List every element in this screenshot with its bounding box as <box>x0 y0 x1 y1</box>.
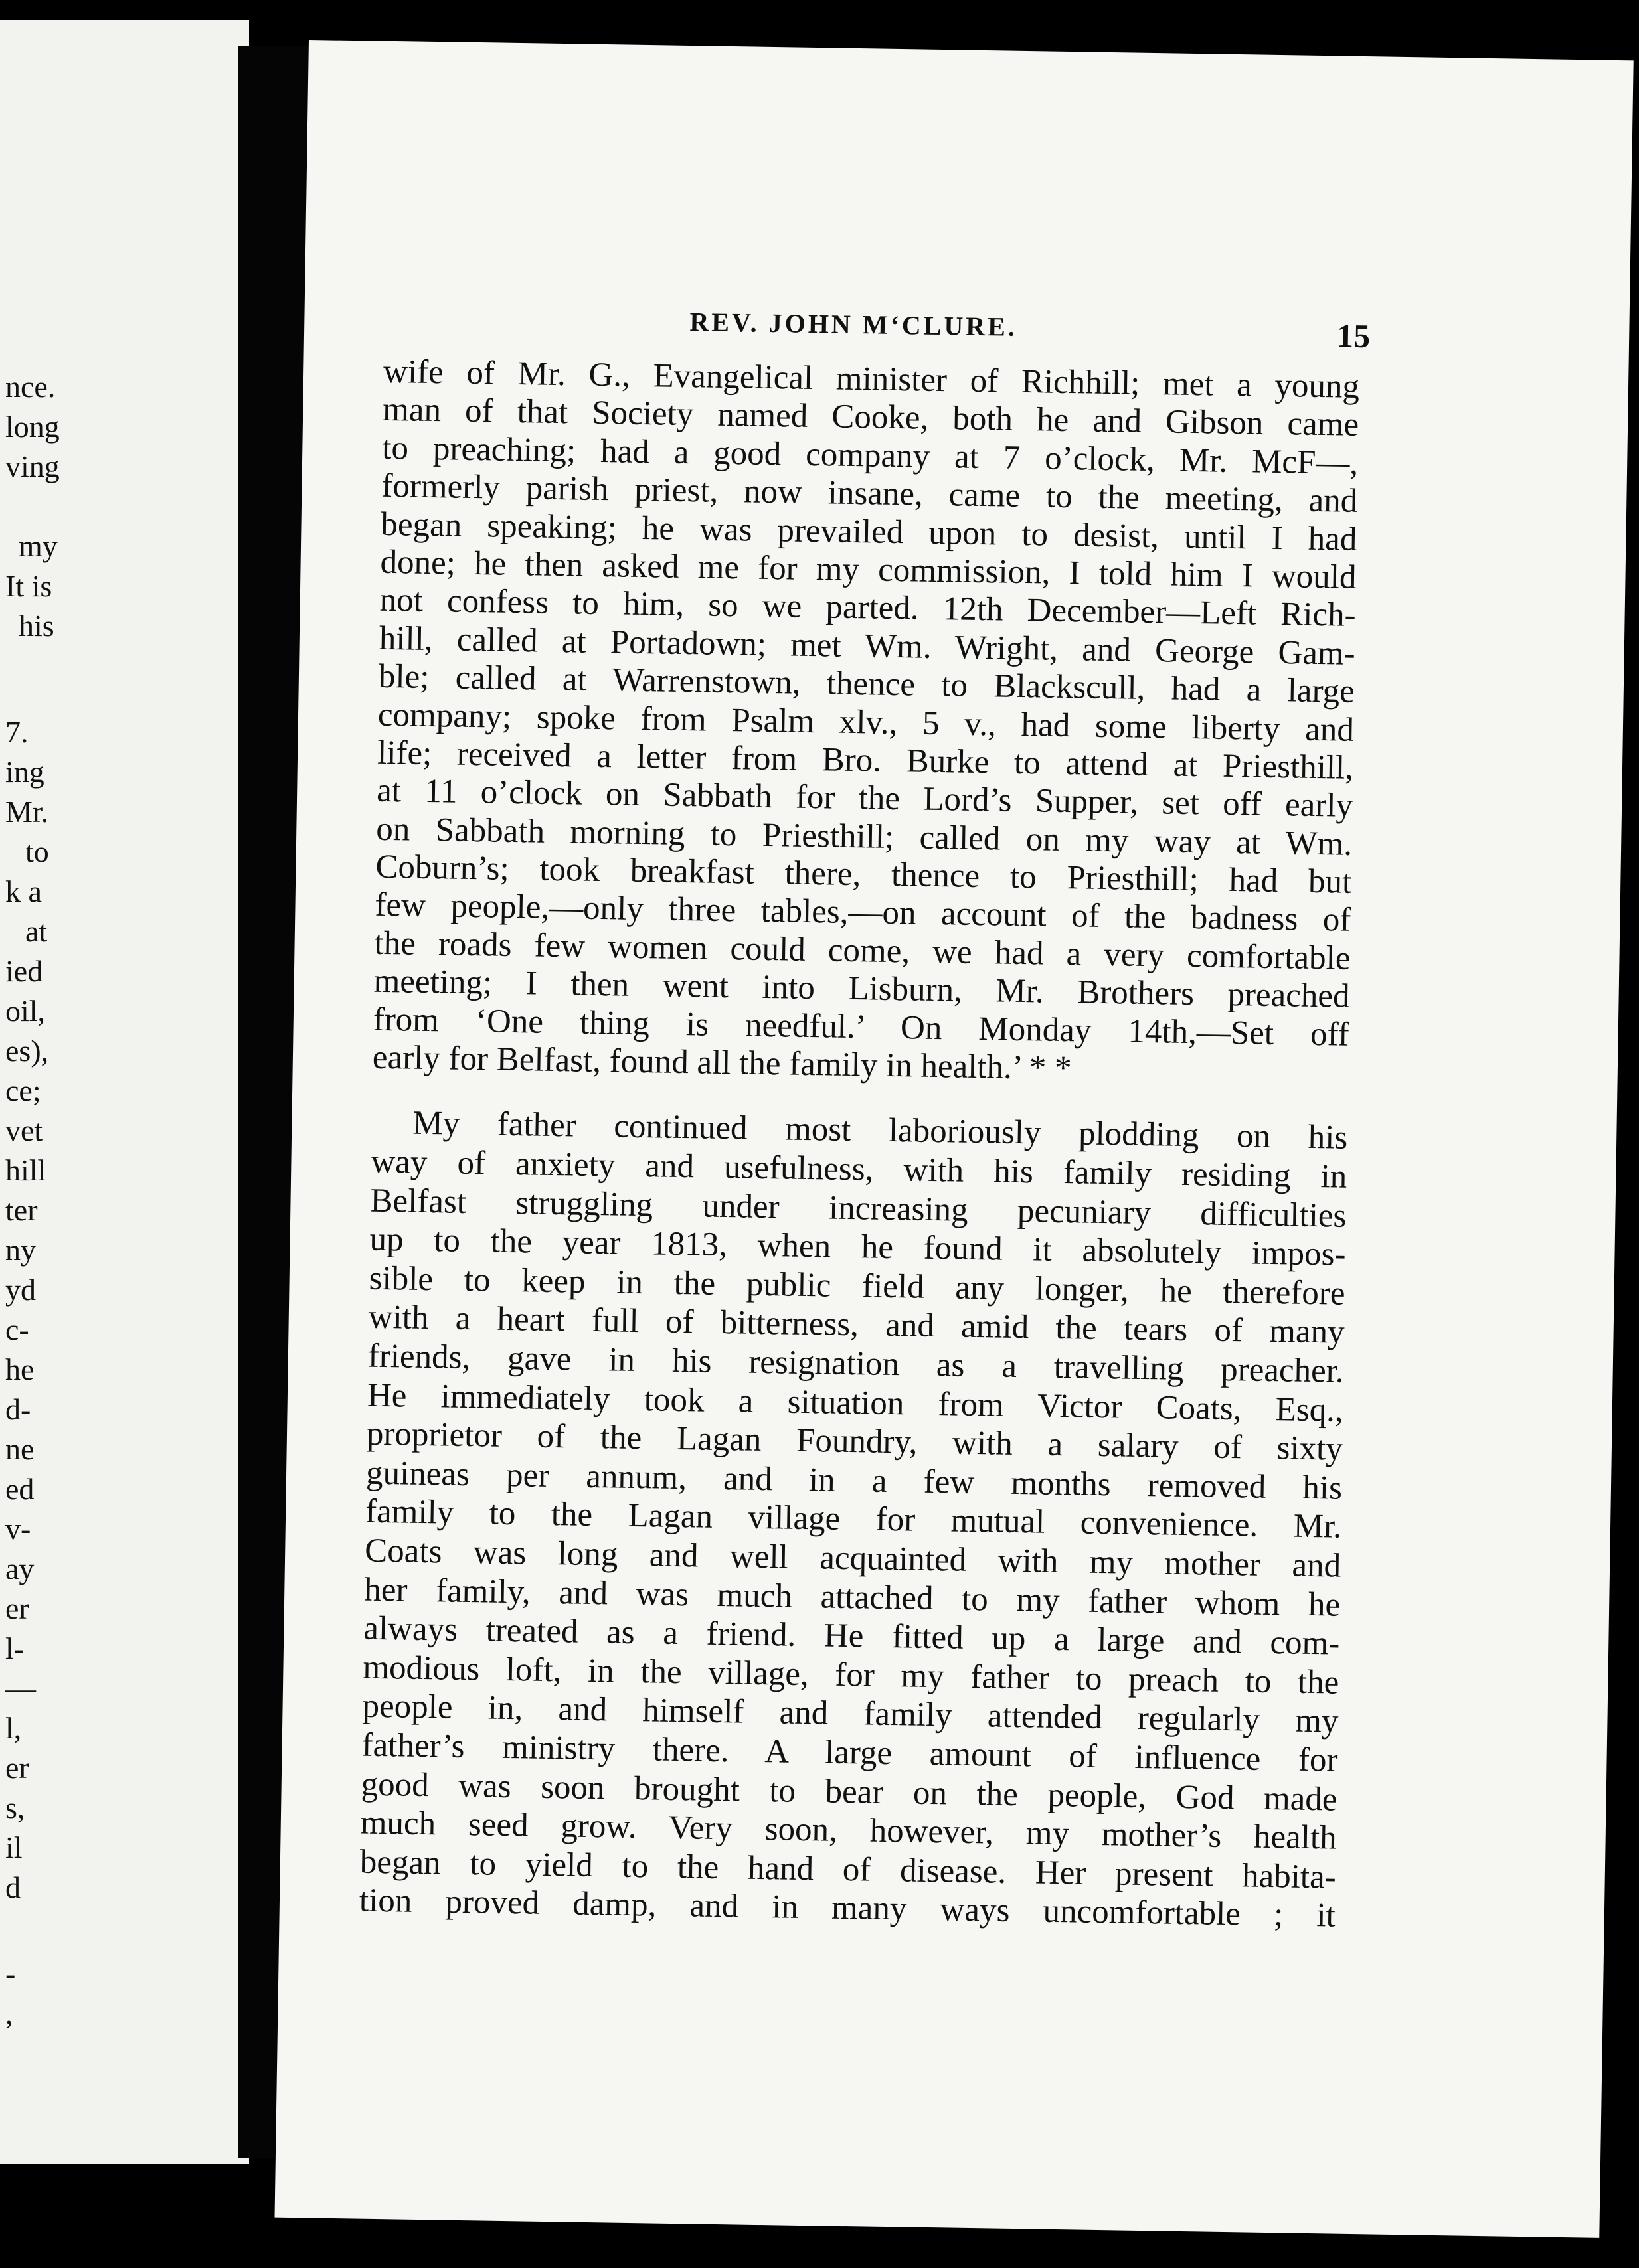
text-line: good was soon brought to bear on the people, God made <box>361 1765 1338 1819</box>
text-line: sible to keep in the public field any longer, he therefore <box>369 1259 1345 1313</box>
text-line: meeting; I then went into Lisburn, Mr. Brothers preached <box>373 962 1350 1016</box>
text-line: Belfast struggling under increasing pecuniary difficulties <box>370 1182 1347 1235</box>
text-line: from ‘One thing is needful.’ On Monday 14th,—Set off <box>373 1001 1350 1054</box>
text-line: friends, gave in his resignation as a travelling preacher. <box>367 1337 1345 1390</box>
facing-page-text-fragment: — <box>5 1671 36 1705</box>
text-line: few people,—only three tables,—on account of the badness of <box>375 886 1351 939</box>
facing-page-text-fragment: Mr. <box>5 795 49 829</box>
text-line: wife of Mr. G., Evangelical minister of Richhill; met a young <box>383 353 1360 406</box>
facing-page-text-fragment: v- <box>5 1512 31 1546</box>
facing-page-text-fragment: d <box>5 1870 21 1904</box>
text-line: people in, and himself and family attended regularly my <box>362 1687 1339 1740</box>
text-line: early for Belfast, found all the family in health.’ * * <box>372 1038 1072 1088</box>
facing-page-text-fragment: his <box>19 609 54 643</box>
facing-page-text-fragment: er <box>5 1751 29 1785</box>
facing-page-fragment <box>0 20 249 2164</box>
text-line: done; he then asked me for my commission, I told him I would <box>380 543 1357 596</box>
text-line: the roads few women could come, we had a very comfortable <box>374 924 1351 977</box>
facing-page-text-fragment: ce; <box>5 1074 41 1107</box>
text-line: tion proved damp, and in many ways uncomfortable ; it <box>359 1882 1336 1935</box>
text-line: to preaching; had a good company at 7 o’clock, Mr. McF—, <box>381 429 1359 482</box>
facing-page-text-fragment: c- <box>5 1313 29 1346</box>
running-head <box>304 300 1630 361</box>
text-line: always treated as a friend. He fitted up a large and com- <box>363 1609 1340 1662</box>
text-line: up to the year 1813, when he found it absolutely impos- <box>369 1220 1346 1273</box>
facing-page-text-fragment: at <box>25 914 48 948</box>
facing-page-text-fragment: ing <box>5 755 44 789</box>
text-line: My father continued most laboriously plodding on his <box>412 1105 1348 1157</box>
facing-page-text-fragment: ied <box>5 954 43 988</box>
facing-page-text-fragment: ed <box>5 1472 35 1506</box>
text-line: formerly parish priest, now insane, came to the meeting, and <box>381 467 1358 521</box>
text-line: modious loft, in the village, for my father to preach to the <box>363 1649 1339 1702</box>
facing-page-text-fragment: d- <box>5 1392 31 1426</box>
facing-page-text-fragment: ving <box>5 449 60 483</box>
facing-page-text-fragment: , <box>5 1996 13 2030</box>
text-line: much seed grow. Very soon, however, my mother’s health <box>360 1804 1337 1857</box>
facing-page-text-fragment: k a <box>5 874 42 908</box>
facing-page-text-fragment: ay <box>5 1552 35 1585</box>
text-line: at 11 o’clock on Sabbath for the Lord’s Supper, set off early <box>376 772 1353 825</box>
text-line: Coats was long and well acquainted with my mother and <box>364 1532 1341 1585</box>
paragraph <box>372 353 1359 1092</box>
facing-page-text-fragment: long <box>5 410 60 444</box>
text-line: family to the Lagan village for mutual convenience. Mr. <box>365 1493 1342 1546</box>
body-text <box>359 353 1360 1936</box>
facing-page-text-fragment: er <box>5 1591 29 1625</box>
facing-page-text-fragment: he <box>5 1352 35 1386</box>
text-line: began to yield to the hand of disease. Her present habita- <box>359 1843 1337 1896</box>
facing-page-text-fragment: oil, <box>5 994 46 1028</box>
text-line: guineas per annum, and in a few months removed his <box>365 1454 1343 1507</box>
running-title: REV. JOHN M‘CLURE. <box>689 307 1018 342</box>
text-line: hill, called at Portadown; met Wm. Wright, and George Gam- <box>379 619 1356 673</box>
page-number: 15 <box>1336 317 1371 355</box>
text-line: began speaking; he was prevailed upon to desist, until I had <box>381 505 1357 558</box>
facing-page-text-fragment: l, <box>5 1711 22 1745</box>
facing-page-text-fragment: hill <box>5 1153 46 1187</box>
facing-page-text-fragment: es), <box>5 1034 49 1068</box>
text-line: man of that Society named Cooke, both he and Gibson came <box>382 391 1359 444</box>
facing-page-text-fragment: l- <box>5 1631 25 1665</box>
text-line: her family, and was much attached to my father whom he <box>363 1571 1341 1624</box>
facing-page-text-fragment: to <box>25 835 49 868</box>
text-line: proprietor of the Lagan Foundry, with a salary of sixty <box>366 1415 1343 1468</box>
text-line: not confess to him, so we parted. 12th December—Left Rich- <box>379 582 1357 635</box>
facing-page-text-fragment: il <box>5 1830 23 1864</box>
facing-page-text-fragment: It is <box>5 569 52 603</box>
facing-page-text-fragment: yd <box>5 1273 36 1307</box>
text-line: ble; called at Warrenstown, thence to Blackscull, had a large <box>378 657 1355 710</box>
facing-page-text-fragment: ter <box>5 1193 38 1227</box>
facing-page-text-fragment: - <box>5 1957 16 1990</box>
book-page <box>274 40 1633 2238</box>
facing-page-text-fragment: ne <box>5 1432 35 1466</box>
text-line: way of anxiety and usefulness, with his family residing in <box>371 1143 1347 1196</box>
text-line: life; received a letter from Bro. Burke to attend at Priesthill, <box>377 734 1354 787</box>
text-line: Coburn’s; took breakfast there, thence to Priesthill; had but <box>375 848 1352 901</box>
facing-page-text-fragment: my <box>19 529 58 563</box>
text-line: on Sabbath morning to Priesthill; called on my way at Wm. <box>375 810 1353 863</box>
facing-page-text-fragment: s, <box>5 1791 25 1824</box>
text-line: company; spoke from Psalm xlv., 5 v., had some liberty and <box>377 696 1355 749</box>
facing-page-text-fragment: 7. <box>5 715 29 749</box>
facing-page-text-fragment: ny <box>5 1233 36 1267</box>
text-line: with a heart full of bitterness, and amid the tears of many <box>368 1299 1345 1352</box>
facing-page-text-fragment: vet <box>5 1113 43 1147</box>
paragraph <box>359 1103 1348 1935</box>
facing-page-text-fragment: nce. <box>5 370 56 404</box>
text-line: He immediately took a situation from Victor Coats, Esq., <box>367 1376 1344 1429</box>
text-line: father’s ministry there. A large amount of influence for <box>361 1726 1338 1779</box>
